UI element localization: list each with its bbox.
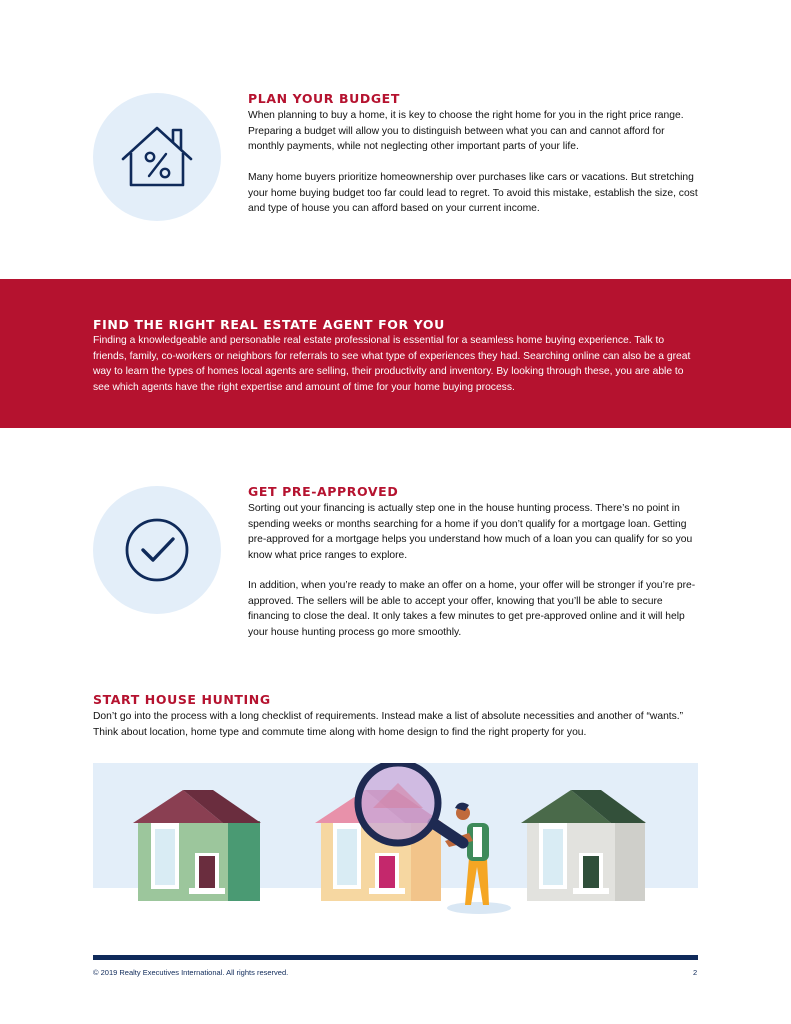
grey-house-icon [521,790,646,901]
pre-approved-paragraph-1: Sorting out your financing is actually step one in the house hunting process. There’s no point in spending weeks or months searching for a home if you don’t qualify for a mortgage loan. Getting pre-approved for a mortgage helps you understand how much of a loan you can qualify for so you know what price ranges to explore. [248,503,693,561]
budget-icon-circle [93,93,221,221]
house-hunting-illustration [93,763,698,923]
footer-copyright: © 2019 Realty Executives International. All rights reserved. [93,968,289,977]
magnifying-glass-icon [358,763,463,843]
house-hunting-title: START HOUSE HUNTING [93,692,271,707]
footer-divider [93,955,698,960]
checkmark-circle-icon [93,486,221,614]
pre-approved-title: GET PRE-APPROVED [248,484,399,499]
find-agent-band [0,279,791,428]
find-agent-title: FIND THE RIGHT REAL ESTATE AGENT FOR YOU [93,317,445,332]
house-percent-icon [93,93,221,221]
house-hunting-paragraph: Don’t go into the process with a long checklist of requirements. Instead make a list of absolute necessities and another of “wants.” Think about location, home type and commute time along with home design to find the right property for you. [93,711,684,738]
plan-budget-paragraph-1: When planning to buy a home, it is key to choose the right home for you in the right price range. Preparing a budget will allow you to distinguish between what you can and cannot afford for monthly payments, while not neglecting other important parts of your life. [248,110,684,153]
pre-approved-icon-circle [93,486,221,614]
page-number: 2 [693,968,698,977]
find-agent-paragraph: Finding a knowledgeable and personable real estate professional is essential for a seamless home buying experience. Talk to friends, family, co-workers or neighbors for referrals to see what type of experiences they had. Searching online can also be a great way to learn the types of homes local agents are selling, their productivity and inventory. By looking through these, you are able to see which agents have the right expertise and amount of time for your home buying process. [93,335,691,393]
green-house-icon [133,790,261,901]
plan-budget-paragraph-2: Many home buyers prioritize homeownership over purchases like cars or vacations. But stretching your home buying budget too far could lead to regret. To avoid this mistake, establish the size, cost and type of house you can afford based on your current income. [248,172,698,215]
pre-approved-paragraph-2: In addition, when you’re ready to make an offer on a home, your offer will be stronger if you’re pre-approved. The sellers will be able to accept your offer, knowing that you’ll be able to secure financing to close the deal. It only takes a few minutes to get pre-approved online and it will help your house hunting process go more smoothly. [248,580,696,638]
plan-budget-title: PLAN YOUR BUDGET [248,91,400,106]
